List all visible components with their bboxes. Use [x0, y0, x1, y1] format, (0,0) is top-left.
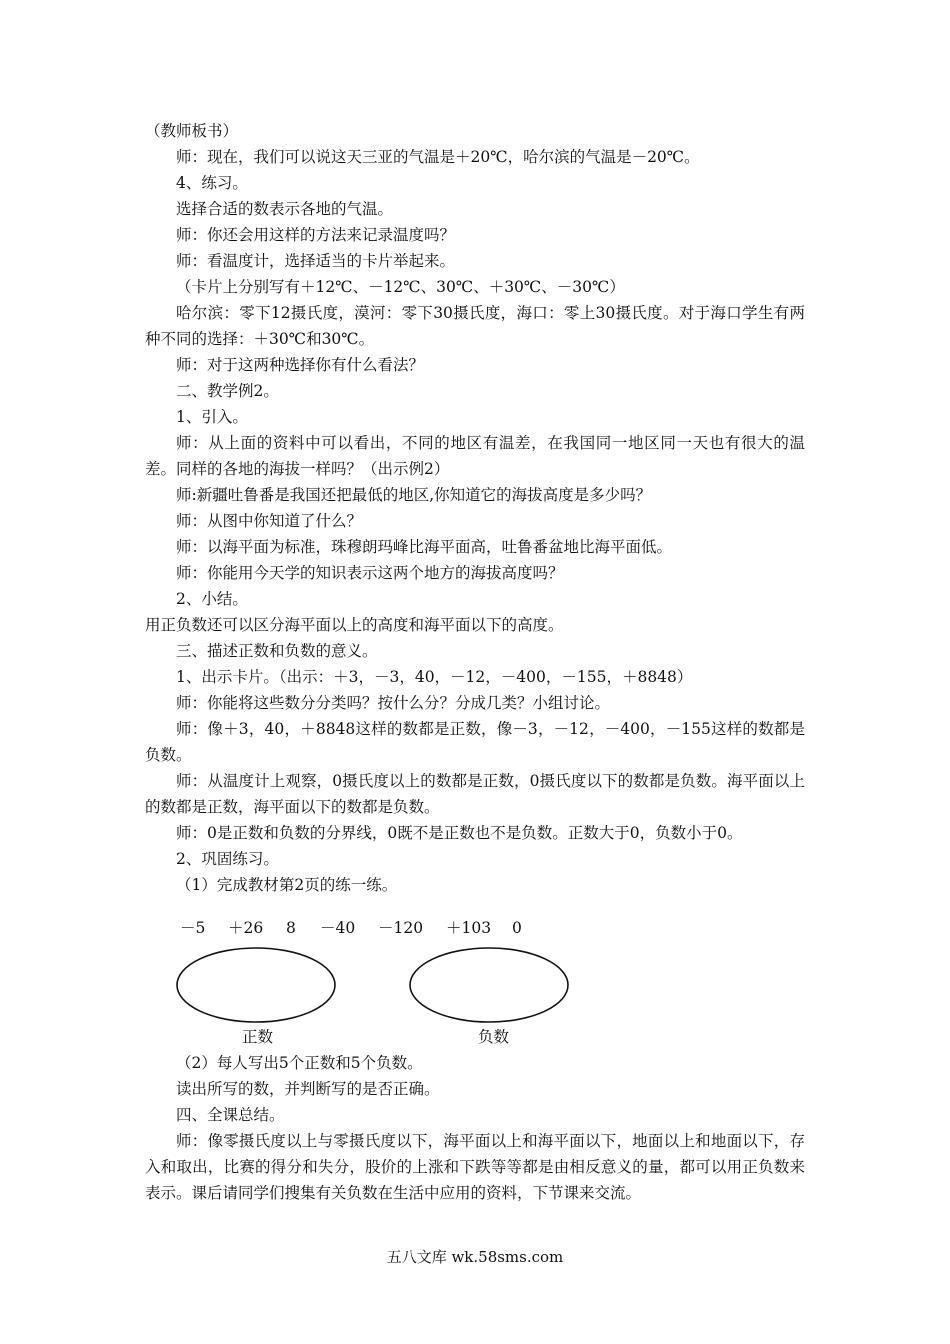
- exercise-number: －5: [180, 919, 206, 937]
- paragraph: 师：对于这两种选择你有什么看法？: [176, 356, 425, 374]
- exercise-number: －40: [320, 919, 356, 937]
- paragraph: 师：0是正数和负数的分界线，0既不是正数也不是负数。正数大于0，负数小于0。: [176, 824, 743, 842]
- paragraph: 1、出示卡片。（出示：＋3，－3，40，－12，－400，－155，＋8848）: [176, 668, 693, 686]
- paragraph: 师：从图中你知道了什么？: [176, 512, 363, 530]
- paragraph: 选择合适的数表示各地的气温。: [176, 200, 394, 218]
- page-footer: 五八文库 wk.58sms.com: [386, 1248, 564, 1266]
- paragraph: 二、教学例2。: [176, 382, 279, 400]
- paragraph: 4、练习。: [176, 174, 248, 192]
- exercise-number: －120: [378, 919, 424, 937]
- paragraph: 2、巩固练习。: [176, 850, 279, 868]
- exercise-number: ＋26: [228, 919, 264, 937]
- lesson-text-bottom: [145, 1050, 805, 1206]
- paragraph: 师：你能将这些数分分类吗？按什么分？分成几类？小组讨论。: [176, 694, 611, 712]
- paragraph: （卡片上分别写有＋12℃、－12℃、30℃、＋30℃、－30℃）: [176, 278, 625, 296]
- paragraph: （教师板书）: [145, 122, 239, 140]
- paragraph: 师：你还会用这样的方法来记录温度吗？: [176, 226, 456, 244]
- paragraph: 四、全课总结。: [176, 1106, 285, 1124]
- positive-oval: [177, 948, 335, 1022]
- negative-oval: [410, 948, 568, 1022]
- paragraph: 2、小结。: [176, 590, 248, 608]
- paragraph: 读出所写的数，并判断写的是否正确。: [176, 1080, 440, 1098]
- paragraph: 师：像零摄氏度以上与零摄氏度以下，海平面以上和海平面以下，地面以上和地面以下，存入和取出，比赛的得分和失分，股价的上涨和下跌等等都是由相反意义的量，都可以用正负数来表示。课后请同学们搜集有关负数在生活中应用的资料，下节课来交流。: [145, 1132, 805, 1202]
- paragraph: 师：你能用今天学的知识表示这两个地方的海拔高度吗？: [176, 564, 564, 582]
- paragraph: 师：从上面的资料中可以看出，不同的地区有温差，在我国同一地区同一天也有很大的温差。同样的各地的海拔一样吗？（出示例2）: [145, 434, 805, 478]
- exercise-number: ＋103: [446, 919, 492, 937]
- paragraph: 1、引入。: [176, 408, 248, 426]
- paragraph: 哈尔滨：零下12摄氏度，漠河：零下30摄氏度，海口：零上30摄氏度。对于海口学生有两种不同的选择：＋30℃和30℃。: [145, 304, 805, 348]
- paragraph: 师：现在，我们可以说这天三亚的气温是＋20℃，哈尔滨的气温是－20℃。: [176, 148, 700, 166]
- paragraph: 用正负数还可以区分海平面以上的高度和海平面以下的高度。: [145, 616, 564, 634]
- exercise-number: 8: [286, 919, 296, 937]
- paragraph: 三、描述正数和负数的意义。: [176, 642, 378, 660]
- negative-label: 负数: [478, 1028, 510, 1046]
- paragraph: 师：从温度计上观察，0摄氏度以上的数都是正数，0摄氏度以下的数都是负数。海平面以上的数都是正数，海平面以下的数都是负数。: [145, 772, 805, 816]
- positive-label: 正数: [242, 1028, 274, 1046]
- paragraph: 师：看温度计，选择适当的卡片举起来。: [176, 252, 456, 270]
- exercise-number: 0: [512, 919, 522, 937]
- paragraph: （2）每人写出5个正数和5个负数。: [176, 1054, 423, 1072]
- lesson-text-top: [145, 118, 805, 898]
- paragraph: 师：像＋3，40，＋8848这样的数都是正数，像－3，－12，－400，－155这样的数都是负数。: [145, 720, 805, 764]
- paragraph: 师:新疆吐鲁番是我国还把最低的地区,你知道它的海拔高度是多少吗？: [176, 486, 652, 504]
- paragraph: （1）完成教材第2页的练一练。: [176, 876, 398, 894]
- paragraph: 师：以海平面为标准，珠穆朗玛峰比海平面高，吐鲁番盆地比海平面低。: [176, 538, 673, 556]
